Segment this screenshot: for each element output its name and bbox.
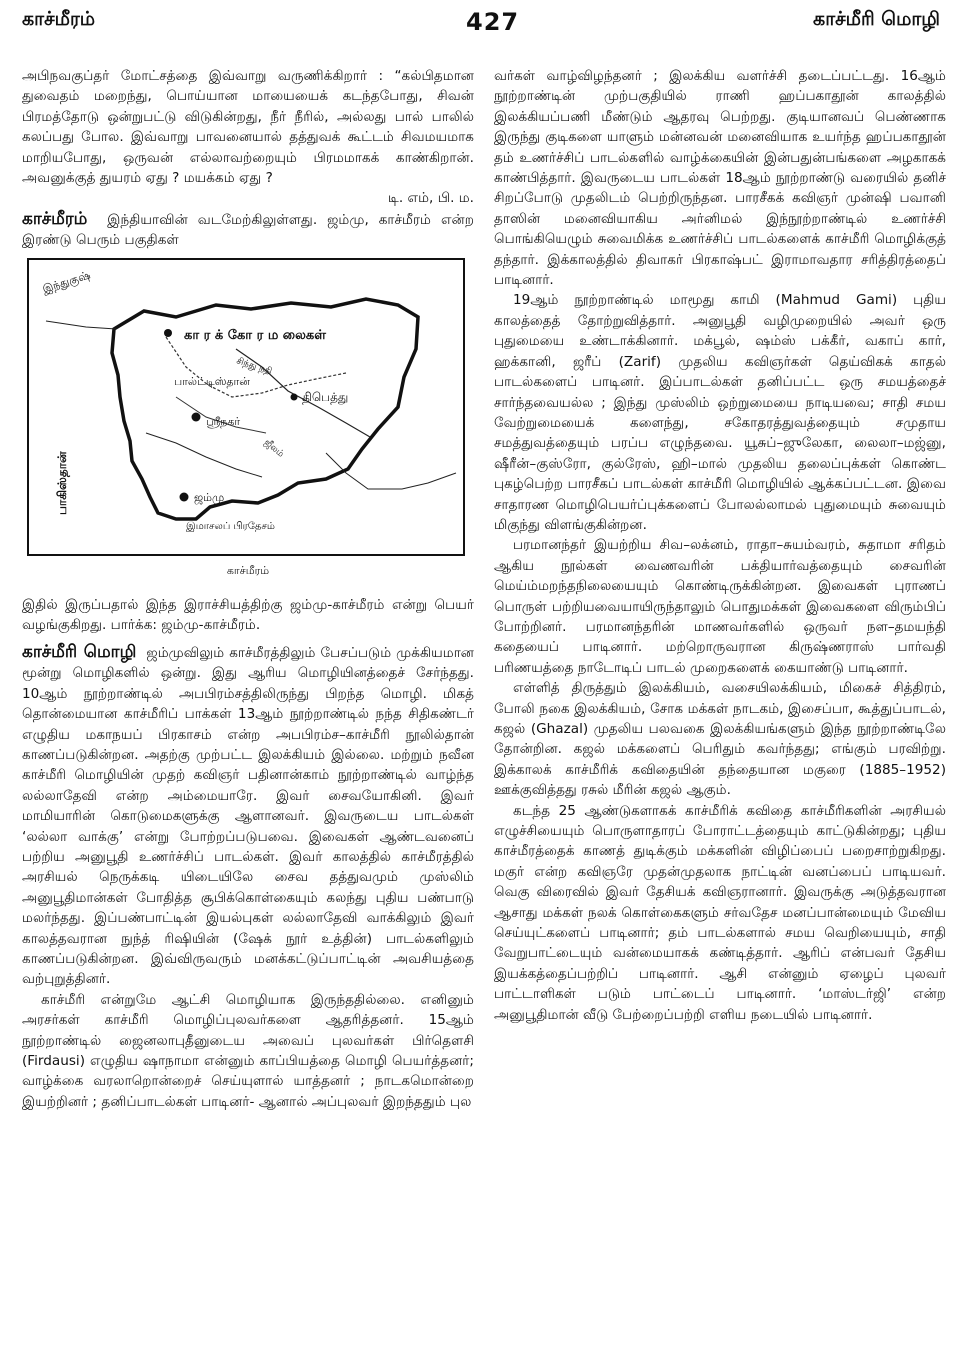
label-tibet: திபெத்து <box>302 389 349 404</box>
label-karakoram: கா ர க் கோ ர ம லைகள் <box>184 327 326 343</box>
author-signature: டி. எம், பி. ம. <box>388 190 474 207</box>
right-paragraph-5: கடந்த 25 ஆண்டுகளாகக் காச்மீரிக் கவிதை காச்மீரிகளின் அரசியல் எழுச்சியையும் பொருளாதாரப் போராட்டத்தையும் காட்டுகின்றது; புதிய காச்மீரத்தைக் காணத் துடிக்கும் மக்களின் விழிப்பைப் பறைசாற்றுகிறது. மகுர் என்ற கவிஞரே முதன்முதலாக நாட்டின் வனப்பைப் பாடியவர். வெகு விரைவில் இவர் தேசியக் கவிஞரானார். இவருக்கு அடுத்தவரான ஆசாது மக்கள் நலக் கொள்கைகளும் சர்வதேச மனப்பான்மையும் மேவிய செய்யுட்களைப் பாடினார்; தம் பாடல்களால் சமய வெறியையும், சாதி வேறுபாட்டையும் வன்மையாகக் கண்டித்தார். ஆரிப் என்பவர் தேசிய இயக்கத்தைப்பற்றிப் பாடினார். ஆசி என்னும் ஏழைப் புலவர் பாட்டாளிகள் படும் பாட்டைப் பாடினார். ‘மாஸ்டர்ஜி’ என்ற அனுபூதிமான் வீடு பேற்றைப்பற்றி எளிய நடையில் பாடினார். <box>494 802 946 1023</box>
page-number: 427 <box>466 8 520 36</box>
kashmiri-language-text: ஜம்முவிலும் காச்மீரத்திலும் பேசப்படும் முக்கியமான மூன்று மொழிகளில் ஒன்று. இது ஆரிய மொழியினத்தைச் சேர்ந்தது. 10ஆம் நூற்றாண்டில் அபபிரம்சத்திலிருந்து பிறந்த மொழி. மிகத் தொன்மையான காச்மீரிப் பாக்கள் 13ஆம் நூற்றாண்டில் நந்த சிதிகண்டர் எழுதிய மகாநயப் பிரகாசம் என்ற அபபிரம்ச–காச்மீரி நூலில்தான் காணப்படுகின்றன. அதற்கு முற்பட்ட இலக்கியம் இல்லை. மற்றும் நவீன காச்மீரி மொழியின் முதற் கவிஞர் பதினான்காம் நூற்றாண்டில் வாழ்ந்த லல்லாதேவி என்ற அம்மையாரே. இவர் சைவயோகினி. இவர் மாமியாரின் கொடுமைகளுக்கு ஆளானவர். இவருடைய பாடல்கள் ‘லல்லா வாக்கு’ என்று போற்றப்படுபவை. இவைகள் ஆண்டவனைப் பற்றிய அனுபூதி உணர்ச்சிப் பாடல்கள். இவர் காலத்தில் காச்மீரத்தில் அரசியல் நெருக்கடி யிடையிலே சைவ தத்துவமும் முஸ்லிம் அனுபூதிமான்கள் போதித்த சூபிக்கொள்கையும் கலந்து புதிய பண்பாடு மலர்ந்தது. இப்பண்பாட்டின் இயல்புகள் லல்லாதேவி வாக்கிலும் இவர் காலத்தவரான நுந்த் ரிஷியின் (ஷேக் நூர் உத்தின்) பாடல்களிலும் காணப்படுகின்றன. இவ்விருவரும் மனக்கட்டுப்பாட்டின் அவசியத்தை வற்புறுத்தினர். <box>22 644 474 988</box>
label-srinagar: ஸ்ரீநகர் <box>206 414 241 428</box>
left-column <box>22 66 474 1112</box>
kashmir-entry-text: இந்தியாவின் வடமேற்கிலுள்ளது. ஜம்மு, காச்மீரம் என்ற இரண்டு பெரும் பகுதிகள் <box>22 211 474 249</box>
label-himachal: இமாசலப் பிரதேசம் <box>186 520 275 532</box>
label-baltistan: பால்ட்டிஸ்தான் <box>174 374 250 388</box>
label-pakistan: பாகிஸ்தான் <box>55 451 69 515</box>
right-paragraph-3: பரமானந்தர் இயற்றிய சிவ–லக்னம், ராதா–சுயம்வரம், சுதாமா சரிதம் ஆகிய நூல்கள் வைணவரின் பக்தியார்வத்தையும் சைவரின் மெய்ம்மறந்தநிலையையும் கொண்டிருக்கின்றன. இவைகள் புராணப் பொருள் பற்றியவையாயிருந்தாலும் பொதுமக்கள் இவைகளை விரும்பிப் போற்றினர். பரமானந்தரின் மாணவர்களில் ஒருவர் நள–தமயந்தி கதையைப் பாடினார். மற்றொருவரான கிருஷ்ணராஸ் பார்வதி பரிணயத்தை நாடோடிப் பாடல் முறைகளைக் கையாண்டு பாடினார். <box>494 537 946 676</box>
kashmiri-language-entry <box>22 642 474 990</box>
right-paragraph-4: எள்ளித் திருத்தும் இலக்கியம், வசையிலக்கியம், மிகைச் சித்திரம், போலி நகை இலக்கியம், சோக மக்கள் நாடகம், இசைப்பா, கூத்துப்பாடல், கஜல் (Ghazal) முதலிய பலவகை இலக்கியங்களும் இந்த நூற்றாண்டிலே தோன்றின. கஜல் மக்களைப் பெரிதும் கவர்ந்தது; எங்கும் பரவிற்று. இக்காலக் காச்மீரிக் கவிதையின் தந்தையான மகுரை (1885–1952) ஊக்குவித்தது ரசுல் மீரின் கஜல் ஆகும். <box>494 680 946 799</box>
kashmir-headword: காச்மீரம் <box>22 208 88 229</box>
right-paragraph-2: 19ஆம் நூற்றாண்டில் மாமூது காமி (Mahmud Gami) புதிய காலத்தைத் தோற்றுவித்தார். அனுபூதி வழிமுறையில் அவர் ஒரு புதுமையை உண்டாக்கினார். மக்பூல், ஷம்ஸ் பக்கீர், வகாப் கார், ஹக்கானி, ஜரீப் (Zarif) முதலிய கவிஞர்கள் தெய்விகக் காதல் பாடல்களைப் பாடினர். இப்பாடல்கள் தனிப்பட்ட ஒரு சமயத்தைச் சார்ந்தவையல்ல ; இந்து முஸ்லிம் ஒற்றுமையை நாடியவை; சாதி சமய வேற்றுமையைக் களைந்து, சகோதரத்துவத்தையும் சமுதாய சமத்துவத்தையும் பரப்ப எழுந்தவை. யூசுப்–ஜுலேகா, லைலா–மஜ்னு, ஷீரீன்–குஸ்ரோ, குல்ரேஸ், ஹி–மால் முதலிய தலைப்புக்கள் கொண்ட புகழ்பெற்ற பாரசீகப் பாடல்கள் காச்மீரி மொழியில் ஆக்கப்பட்டன. இவை சாதாரண மொழிபெயர்ப்புக்களைப் போலல்லாமல் புதுமையும் சுவையும் மிகுந்து விளங்குகின்றன. <box>494 292 946 533</box>
running-head-left: காச்மீரம் <box>22 8 96 30</box>
jammu-dot <box>180 492 189 501</box>
kashmir-entry <box>22 209 474 251</box>
right-paragraph-1: வர்கள் வாழ்விழந்தனர் ; இலக்கிய வளர்ச்சி தடைப்பட்டது. 16ஆம் நூற்றாண்டின் முற்பகுதியில் ராணி ஹப்பகாதூன் காலத்தில் இலக்கியப்பணி மீண்டும் ஆதரவு பெற்றது. குடியானவப் பெண்ணாக இருந்து குடிகளை யாளும் மன்னவன் மனைவியாக உயர்ந்த ஹப்பகாதூன் தம் உணர்ச்சிப் பாடல்களில் வாழ்க்கையின் இன்பதுன்பங்களை அழகாகக் காண்பித்தார். இவருடைய பாடல்கள் 18ஆம் நூற்றாண்டு வரையில் தனிச் சிறப்போடு முதலிடம் பெற்றிருந்தன. பாரசீகக் கவிஞர் முன்ஷி பவானி தாஸின் மனைவியாகிய அர்னிமல் இந்நூற்றாண்டில் உணர்ச்சி பொங்கியெழும் சுவைமிக்க உணர்ச்சிப் பாடல்களைக் காச்மீரி மொழிக்குத் தந்தார். இக்காலத்தில் திவாகர் பிரகாஷ்பட் இராமாவதார சரித்திரத்தைப் பாடினார். <box>494 68 946 289</box>
map-caption: காச்மீரம் <box>226 563 270 577</box>
right-column <box>494 66 946 1025</box>
label-jammu: ஜம்மு <box>194 490 225 504</box>
kashmir-map <box>26 257 466 557</box>
label-hindukush: இந்துகுஷ் <box>40 267 92 296</box>
label-jhelum: ஜீலம் <box>262 437 286 460</box>
kashmir-entry-continued: இதில் இருப்பதால் இந்த இராச்சியத்திற்கு ஜம்மு-காச்மீரம் என்று பெயர் வழங்குகிறது. பார்க்க: ஜம்மு-காச்மீரம். <box>22 597 474 634</box>
map-figure <box>26 257 466 557</box>
kashmiri-language-paragraph-2: காச்மீரி என்றுமே ஆட்சி மொழியாக இருந்ததில்லை. எனினும் அரசர்கள் காச்மீரி மொழிப்புலவர்களை ஆதரித்தனர். 15ஆம் நூற்றாண்டில் ஜைனலாபுதீனுடைய அவைப் புலவர்கள் பிர்தௌசி (Firdausi) எழுதிய ஷாநாமா என்னும் காப்பியத்தை மொழி பெயர்த்தனர்; வாழ்க்கை வரலாறொன்றைச் செய்யுளால் யாத்தனர் ; நாடகமொன்றை இயற்றினர் ; தனிப்பாடல்கள் பாடினர்- ஆனால் அப்புலவர் இறந்ததும் புல <box>22 991 474 1110</box>
tibet-dot <box>291 393 298 400</box>
srinagar-dot <box>192 412 201 421</box>
abhinavagupta-paragraph: அபிநவகுப்தர் மோட்சத்தை இவ்வாறு வருணிக்கிறார் : “கல்பிதமான துவைதம் மறைந்து, பொய்யான மாயையைக் கடந்தபோது, சிவன் பிரமத்தோடு ஒன்றுபட்டு விடுகின்றது, நீர் நீரில், அல்லது பால் பாலில் கலப்பது போல. இவ்வாறு பாவனையால் தத்துவக் கூட்டம் சிவமயமாக மாறியபோது, ஒருவன் எல்லாவற்றையும் பிரமமாகக் காண்கிறான். அவனுக்குத் துயரம் ஏது ? மயக்கம் ஏது ? <box>22 68 474 187</box>
label-indus: சிந்து நதி <box>235 355 274 377</box>
kashmiri-language-headword: காச்மீரி மொழி <box>22 641 137 662</box>
karakoram-dot <box>164 329 172 337</box>
running-head-right: காச்மீரி மொழி <box>813 8 940 30</box>
